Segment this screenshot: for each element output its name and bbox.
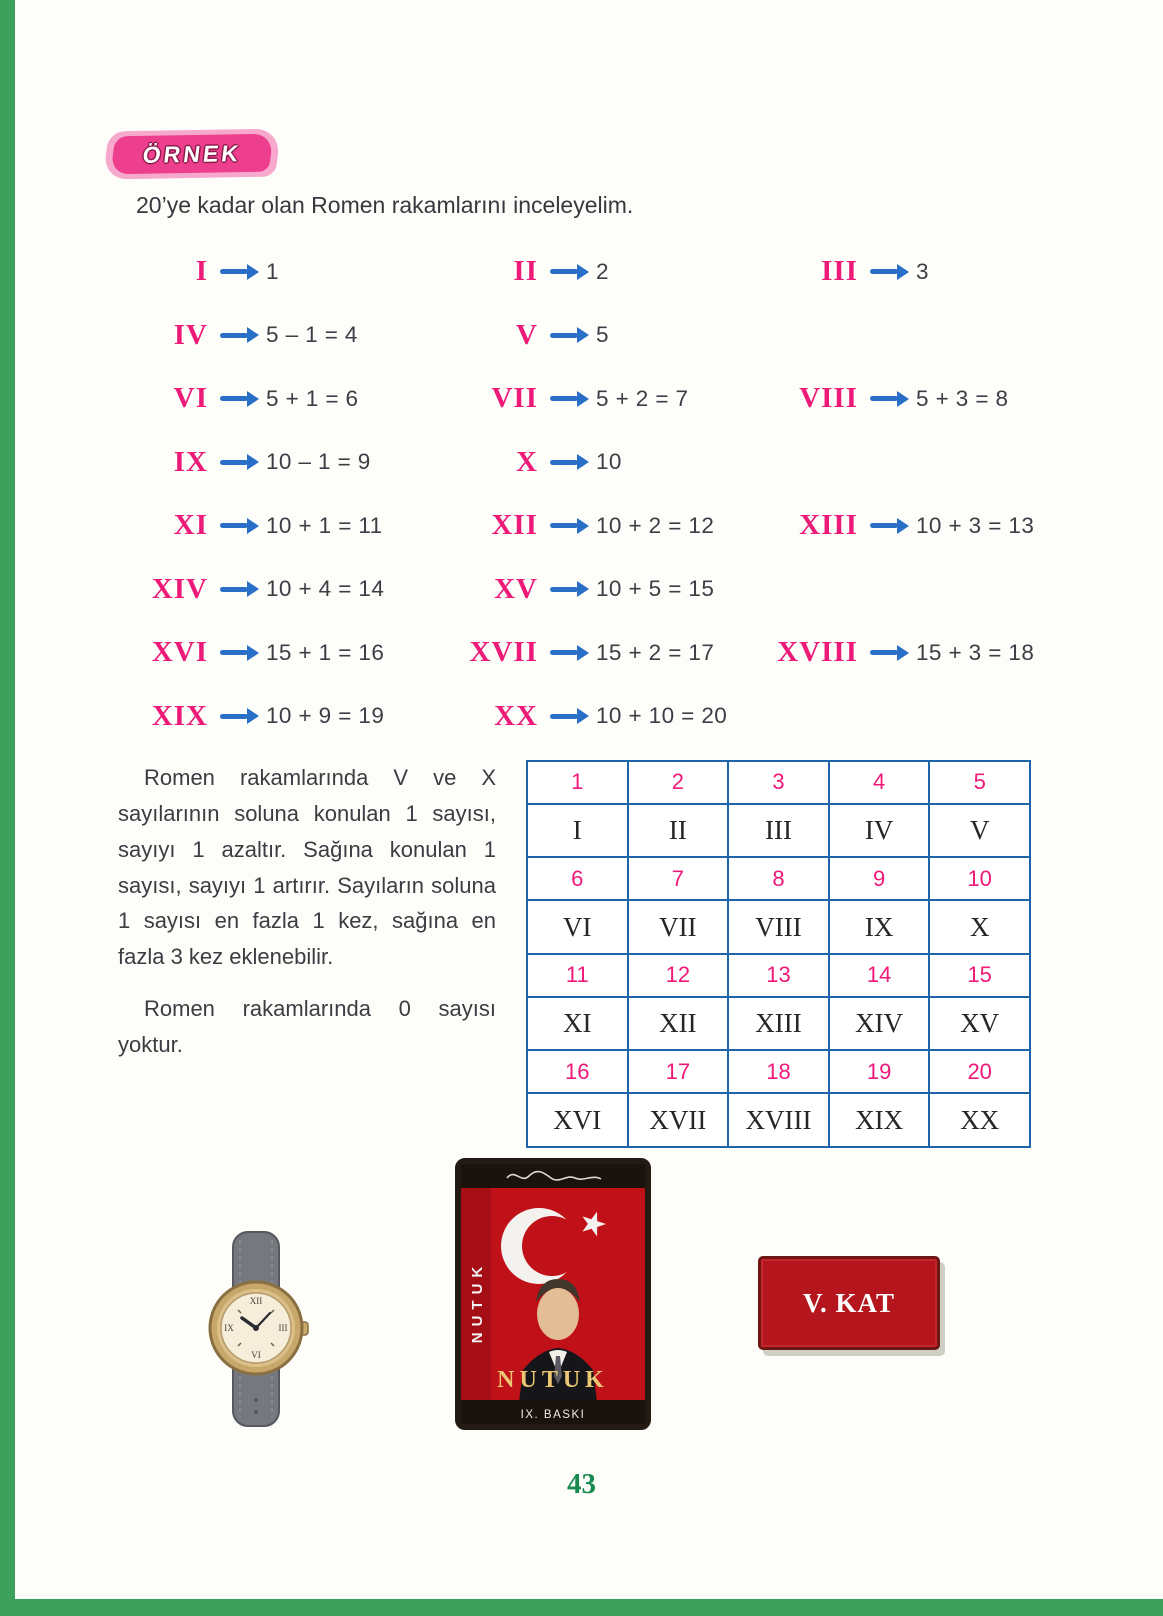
arrow-right-icon bbox=[220, 460, 248, 465]
numeral-expression: 10 + 5 = 15 bbox=[596, 576, 715, 602]
arrow-right-icon bbox=[550, 269, 578, 274]
table-cell: 19 bbox=[829, 1050, 930, 1093]
numerals-row bbox=[116, 240, 1066, 304]
numeral-entry bbox=[116, 636, 446, 669]
arrow-right-icon bbox=[220, 269, 248, 274]
numeral-expression: 2 bbox=[596, 258, 609, 284]
numeral-expression: 10 – 1 = 9 bbox=[266, 449, 371, 475]
roman-numeral: XIX bbox=[151, 699, 208, 732]
numeral-expression: 3 bbox=[916, 258, 929, 284]
watch-numeral-9: IX bbox=[224, 1323, 234, 1333]
page-number: 43 bbox=[567, 1468, 596, 1500]
numeral-entry bbox=[116, 700, 446, 733]
roman-numeral: VII bbox=[491, 382, 538, 415]
table-cell: X bbox=[929, 900, 1030, 954]
nutuk-book-cover bbox=[455, 1158, 651, 1430]
table-cell: 5 bbox=[929, 761, 1030, 804]
book-spine-title: NUTUK bbox=[469, 1260, 486, 1344]
numeral-expression: 10 + 3 = 13 bbox=[916, 512, 1035, 538]
roman-numeral: VIII bbox=[799, 382, 858, 415]
arrow-right-icon bbox=[870, 650, 898, 655]
table-cell: 8 bbox=[728, 857, 829, 900]
roman-numeral: XIV bbox=[151, 572, 208, 605]
table-cell: VIII bbox=[728, 900, 829, 954]
table-row-roman bbox=[527, 997, 1030, 1051]
roman-numeral: XVIII bbox=[777, 636, 858, 669]
table-cell: 11 bbox=[527, 954, 628, 997]
arrow-right-icon bbox=[220, 523, 248, 528]
numerals-row bbox=[116, 494, 1066, 558]
table-cell: II bbox=[628, 804, 729, 858]
arrow-right-icon bbox=[550, 523, 578, 528]
numeral-expression: 5 bbox=[596, 322, 609, 348]
numeral-entry bbox=[116, 573, 446, 606]
numeral-entry bbox=[446, 509, 766, 542]
intro-text: 20’ye kadar olan Romen rakamlarını inceleyelim. bbox=[136, 192, 634, 218]
table-cell: XVI bbox=[527, 1093, 628, 1147]
roman-numeral: I bbox=[195, 255, 208, 288]
table-cell: XIII bbox=[728, 997, 829, 1051]
arrow-right-icon bbox=[220, 396, 248, 401]
roman-numeral: XV bbox=[494, 572, 538, 605]
table-row-arabic bbox=[527, 954, 1030, 997]
arrow-right-icon bbox=[550, 396, 578, 401]
roman-numeral: XVII bbox=[469, 636, 538, 669]
table-cell: IX bbox=[829, 900, 930, 954]
arrow-right-icon bbox=[220, 714, 248, 719]
table-cell: XVII bbox=[628, 1093, 729, 1147]
numeral-expression: 10 + 4 = 14 bbox=[266, 576, 385, 602]
table-cell: 18 bbox=[728, 1050, 829, 1093]
roman-numeral: XI bbox=[173, 509, 208, 542]
numeral-expression: 10 bbox=[596, 449, 622, 475]
table-cell: 4 bbox=[829, 761, 930, 804]
roman-numeral: XIII bbox=[799, 509, 858, 542]
arrow-right-icon bbox=[220, 587, 248, 592]
roman-numeral: V bbox=[516, 318, 538, 351]
table-cell: XIX bbox=[829, 1093, 930, 1147]
table-cell: 10 bbox=[929, 857, 1030, 900]
arrow-right-icon bbox=[870, 269, 898, 274]
table-cell: 3 bbox=[728, 761, 829, 804]
arrow-right-icon bbox=[550, 587, 578, 592]
roman-numeral: IX bbox=[173, 445, 208, 478]
middle-section bbox=[118, 760, 1038, 1148]
roman-numeral: XVI bbox=[151, 636, 208, 669]
roman-numeral: II bbox=[513, 255, 538, 288]
roman-numeral: X bbox=[516, 445, 538, 478]
numeral-expression: 10 + 2 = 12 bbox=[596, 512, 715, 538]
numerals-row bbox=[116, 367, 1066, 431]
table-cell: 15 bbox=[929, 954, 1030, 997]
roman-numeral: XII bbox=[491, 509, 538, 542]
table-row-arabic bbox=[527, 1050, 1030, 1093]
table-cell: XII bbox=[628, 997, 729, 1051]
numerals-row bbox=[116, 304, 1066, 368]
roman-numeral: XX bbox=[494, 699, 538, 732]
book-title: NUTUK bbox=[497, 1367, 609, 1393]
table-row-roman bbox=[527, 1093, 1030, 1147]
numeral-entry bbox=[766, 382, 1066, 415]
explanation-note bbox=[118, 760, 496, 1148]
table-cell: 14 bbox=[829, 954, 930, 997]
roman-numeral: IV bbox=[173, 318, 208, 351]
arrow-right-icon bbox=[550, 460, 578, 465]
numeral-entry bbox=[446, 319, 766, 352]
table-cell: 12 bbox=[628, 954, 729, 997]
bottom-green-bar bbox=[0, 1599, 1163, 1616]
numeral-entry bbox=[116, 446, 446, 479]
numeral-entry bbox=[446, 636, 766, 669]
watch-numeral-12: XII bbox=[249, 1296, 263, 1306]
floor-sign bbox=[758, 1256, 940, 1350]
numeral-entry bbox=[766, 509, 1066, 542]
watch-numeral-6: VI bbox=[251, 1350, 261, 1360]
numerals-row bbox=[116, 685, 1066, 749]
numerals-row bbox=[116, 558, 1066, 622]
arrow-right-icon bbox=[220, 650, 248, 655]
table-cell: 9 bbox=[829, 857, 930, 900]
numeral-entry bbox=[116, 319, 446, 352]
table-cell: XIV bbox=[829, 997, 930, 1051]
numeral-entry bbox=[766, 636, 1066, 669]
table-cell: XVIII bbox=[728, 1093, 829, 1147]
table-cell: 7 bbox=[628, 857, 729, 900]
arrow-right-icon bbox=[550, 333, 578, 338]
numeral-expression: 5 + 1 = 6 bbox=[266, 385, 359, 411]
table-cell: 6 bbox=[527, 857, 628, 900]
table-cell: 13 bbox=[728, 954, 829, 997]
table-cell: V bbox=[929, 804, 1030, 858]
table-cell: VI bbox=[527, 900, 628, 954]
numeral-expression: 15 + 1 = 16 bbox=[266, 639, 385, 665]
roman-numeral: III bbox=[821, 255, 858, 288]
table-cell: XI bbox=[527, 997, 628, 1051]
ornek-label: ÖRNEK bbox=[141, 139, 243, 168]
table-row-roman bbox=[527, 804, 1030, 858]
ornek-badge bbox=[103, 129, 281, 180]
table-cell: XX bbox=[929, 1093, 1030, 1147]
book-edition: IX. BASKI bbox=[520, 1409, 586, 1421]
numeral-expression: 5 + 3 = 8 bbox=[916, 385, 1009, 411]
wristwatch-illustration bbox=[196, 1230, 316, 1428]
numeral-entry bbox=[446, 446, 766, 479]
watch-numeral-3: III bbox=[278, 1323, 288, 1333]
numeral-entry bbox=[446, 382, 766, 415]
numeral-expression: 15 + 2 = 17 bbox=[596, 639, 715, 665]
arrow-right-icon bbox=[870, 523, 898, 528]
numeral-entry bbox=[116, 382, 446, 415]
table-cell: I bbox=[527, 804, 628, 858]
arrow-right-icon bbox=[550, 650, 578, 655]
table-cell: VII bbox=[628, 900, 729, 954]
numeral-expression: 15 + 3 = 18 bbox=[916, 639, 1035, 665]
table-row-roman bbox=[527, 900, 1030, 954]
arrow-right-icon bbox=[220, 333, 248, 338]
numerals-row bbox=[116, 431, 1066, 495]
numeral-expression: 5 + 2 = 7 bbox=[596, 385, 689, 411]
floor-sign-label: V. KAT bbox=[802, 1287, 896, 1318]
table-cell: IV bbox=[829, 804, 930, 858]
roman-numeral: VI bbox=[173, 382, 208, 415]
left-green-bar bbox=[0, 0, 15, 1616]
numeral-expression: 5 – 1 = 4 bbox=[266, 322, 358, 348]
numeral-entry bbox=[116, 255, 446, 288]
numeral-entry bbox=[766, 255, 1066, 288]
numeral-entry bbox=[446, 573, 766, 606]
table-row-arabic bbox=[527, 857, 1030, 900]
numeral-entry bbox=[116, 509, 446, 542]
arrow-right-icon bbox=[550, 714, 578, 719]
table-cell: 17 bbox=[628, 1050, 729, 1093]
arrow-right-icon bbox=[870, 396, 898, 401]
table-cell: 1 bbox=[527, 761, 628, 804]
table-cell: III bbox=[728, 804, 829, 858]
table-row-arabic bbox=[527, 761, 1030, 804]
table-cell: 20 bbox=[929, 1050, 1030, 1093]
numerals-row bbox=[116, 621, 1066, 685]
roman-numerals-table bbox=[526, 760, 1031, 1148]
numeral-expression: 10 + 10 = 20 bbox=[596, 703, 728, 729]
note-paragraph-2: Romen rakamlarında 0 sayısı yoktur. bbox=[118, 996, 496, 1058]
ornek-badge-core bbox=[110, 134, 273, 175]
table-cell: XV bbox=[929, 997, 1030, 1051]
roman-numeral-list bbox=[116, 240, 1066, 748]
numeral-expression: 10 + 9 = 19 bbox=[266, 703, 385, 729]
note-paragraph-1: Romen rakamlarında V ve X sayılarının soluna konulan 1 sayısı, sayıyı 1 azaltır. Sağına konulan 1 sayısı, sayıyı 1 artırır. Sayıların soluna 1 sayısı en fazla 1 kez, sağına en fazla 3 kez eklenebilir. bbox=[118, 765, 496, 970]
numeral-entry bbox=[446, 255, 766, 288]
numeral-entry bbox=[446, 700, 766, 733]
numeral-expression: 1 bbox=[266, 258, 279, 284]
table-cell: 16 bbox=[527, 1050, 628, 1093]
numeral-expression: 10 + 1 = 11 bbox=[266, 512, 383, 538]
table-cell: 2 bbox=[628, 761, 729, 804]
